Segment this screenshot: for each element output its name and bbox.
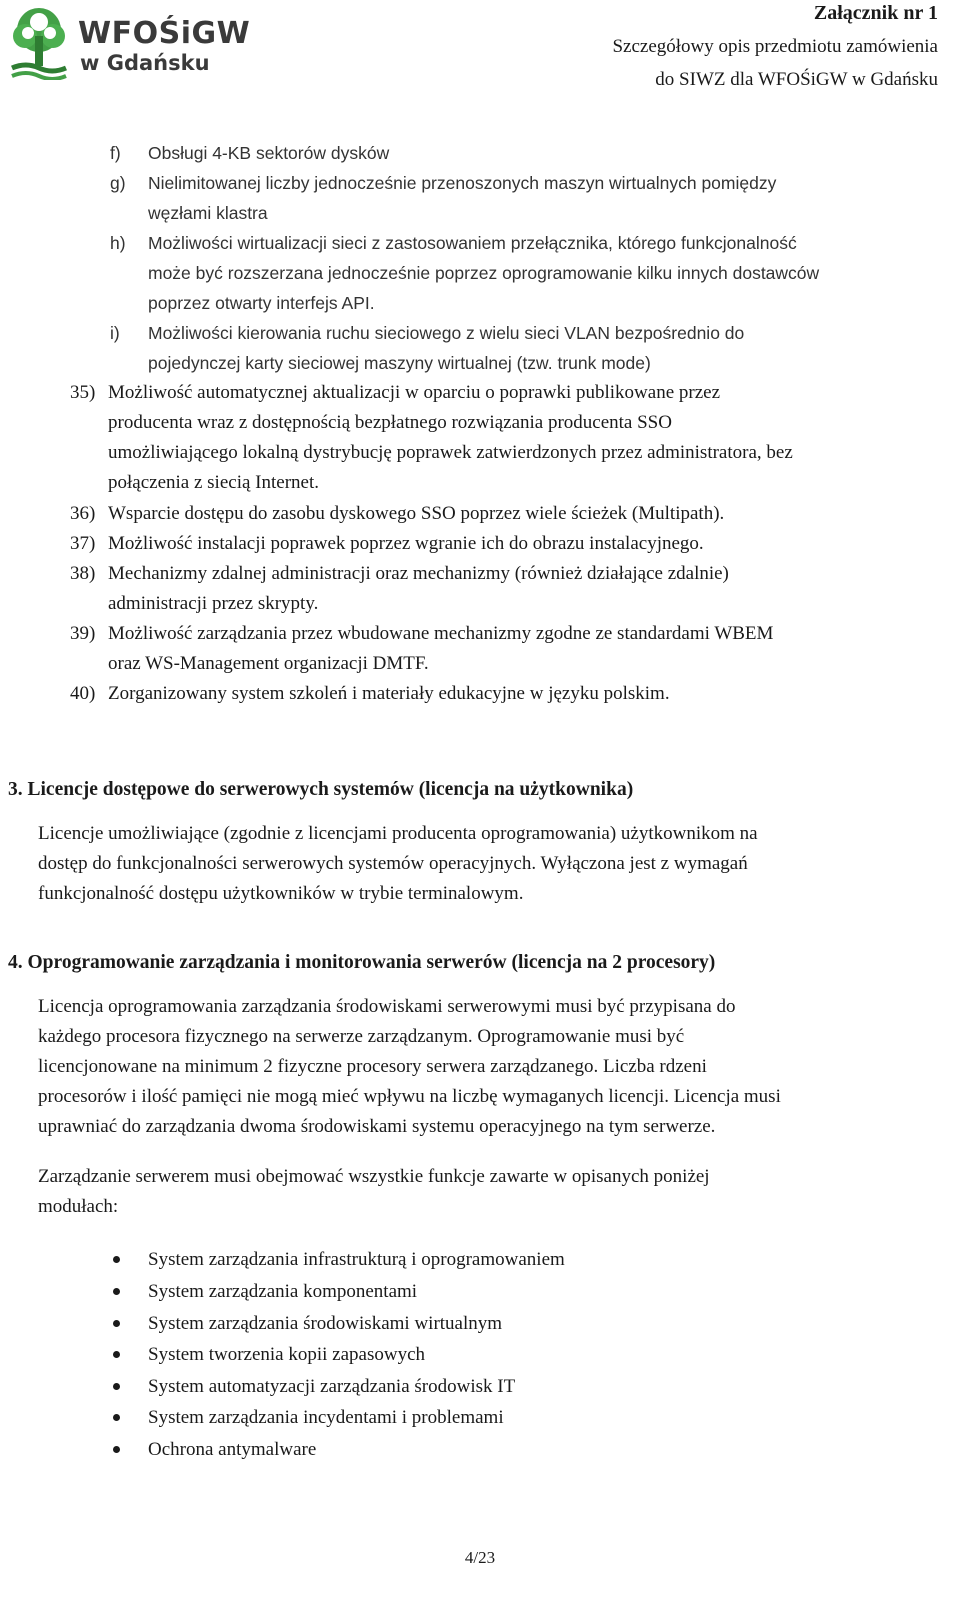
bullet-icon <box>113 1256 120 1263</box>
module-list-item: System zarządzania komponentami <box>148 1281 418 1302</box>
item-text: Możliwość zarządzania przez wbudowane mechanizmy zgodne ze standardami WBEM <box>108 623 774 644</box>
item-text: Nielimitowanej liczby jednocześnie przenoszonych maszyn wirtualnych pomiędzy <box>148 173 777 193</box>
logo-location: w Gdańsku <box>80 51 210 75</box>
item-number: 36) <box>70 503 96 524</box>
item-label: i) <box>110 323 120 343</box>
item-text: Mechanizmy zdalnej administracji oraz mechanizmy (również działające zdalnie) <box>108 563 729 584</box>
module-list-item: System zarządzania środowiskami wirtualnym <box>148 1313 503 1334</box>
bullet-icon <box>113 1414 120 1421</box>
item-label: f) <box>110 143 121 163</box>
bullet-icon <box>113 1446 120 1453</box>
item-text: poprzez otwarty interfejs API. <box>148 293 375 313</box>
item-text: administracji przez skrypty. <box>108 593 319 614</box>
annex-title: Załącznik nr 1 <box>813 2 938 24</box>
section-4-text: każdego procesora fizycznego na serwerze zarządzanym. Oprogramowanie musi być <box>38 1026 685 1047</box>
section-4-text: uprawniać do zarządzania dwoma środowiskami systemu operacyjnego na tym serwerze. <box>38 1116 716 1137</box>
annex-subtitle-2: do SIWZ dla WFOŚiGW w Gdańsku <box>655 69 938 90</box>
bullet-icon <box>113 1351 120 1358</box>
item-text: Możliwość instalacji poprawek poprzez wgranie ich do obrazu instalacyjnego. <box>108 533 704 554</box>
item-number: 37) <box>70 533 96 554</box>
section-3-heading: 3. Licencje dostępowe do serwerowych systemów (licencja na użytkownika) <box>8 779 634 800</box>
module-list-item: System zarządzania infrastrukturą i oprogramowaniem <box>148 1249 565 1270</box>
bullet-icon <box>113 1320 120 1327</box>
bullet-icon <box>113 1383 120 1390</box>
module-list-item: System zarządzania incydentami i problemami <box>148 1407 504 1428</box>
item-text: połączenia z siecią Internet. <box>108 472 319 493</box>
item-number: 39) <box>70 623 96 644</box>
item-text: producenta wraz z dostępnością bezpłatnego rozwiązania producenta SSO <box>108 412 672 433</box>
item-text: węzłami klastra <box>148 203 268 223</box>
item-text: Obsługi 4-KB sektorów dysków <box>148 143 390 163</box>
item-label: h) <box>110 233 126 253</box>
item-text: pojedynczej karty sieciowej maszyny wirtualnej (tzw. trunk mode) <box>148 353 651 373</box>
section-3-text: Licencje umożliwiające (zgodnie z licencjami producenta oprogramowania) użytkownikom na <box>38 823 758 844</box>
item-text: Wsparcie dostępu do zasobu dyskowego SSO poprzez wiele ścieżek (Multipath). <box>108 503 725 524</box>
module-list-item: System tworzenia kopii zapasowych <box>148 1344 426 1365</box>
section-4-text: Zarządzanie serwerem musi obejmować wszystkie funkcje zawarte w opisanych poniżej <box>38 1166 710 1187</box>
item-text: Zorganizowany system szkoleń i materiały edukacyjne w języku polskim. <box>108 683 670 704</box>
item-text: Możliwości wirtualizacji sieci z zastosowaniem przełącznika, którego funkcjonalność <box>148 233 797 253</box>
section-4-text: Licencja oprogramowania zarządzania środowiskami serwerowymi musi być przypisana do <box>38 996 736 1017</box>
item-text: umożliwiającego lokalną dystrybucję poprawek zatwierdzonych przez administratora, bez <box>108 442 793 463</box>
page-number: 4/23 <box>464 1548 496 1567</box>
module-list-item: System automatyzacji zarządzania środowisk IT <box>148 1376 516 1397</box>
item-number: 35) <box>70 382 96 403</box>
section-4-heading: 4. Oprogramowanie zarządzania i monitorowania serwerów (licencja na 2 procesory) <box>8 952 716 973</box>
item-text: może być rozszerzana jednocześnie poprzez oprogramowanie kilku innych dostawców <box>148 263 820 283</box>
item-number: 38) <box>70 563 96 584</box>
tree-logo-icon <box>8 6 70 80</box>
section-3-text: funkcjonalność dostępu użytkowników w trybie terminalowym. <box>38 883 524 904</box>
item-text: Możliwości kierowania ruchu sieciowego z wielu sieci VLAN bezpośrednio do <box>148 323 745 343</box>
item-number: 40) <box>70 683 96 704</box>
wfosigw-logo <box>8 6 251 82</box>
item-label: g) <box>110 173 126 193</box>
annex-subtitle-1: Szczegółowy opis przedmiotu zamówienia <box>612 36 938 57</box>
section-3-text: dostęp do funkcjonalności serwerowych systemów operacyjnych. Wyłączona jest z wymagań <box>38 853 748 874</box>
item-text: Możliwość automatycznej aktualizacji w oparciu o poprawki publikowane przez <box>108 382 720 403</box>
section-4-text: modułach: <box>38 1196 119 1217</box>
logo-wordmark: WFOŚiGW <box>78 16 251 51</box>
bullet-icon <box>113 1288 120 1295</box>
section-4-text: licencjonowane na minimum 2 fizyczne procesory serwera zarządzanego. Liczba rdzeni <box>38 1056 707 1077</box>
item-text: oraz WS-Management organizacji DMTF. <box>108 653 429 674</box>
module-list-item: Ochrona antymalware <box>148 1439 317 1460</box>
section-4-text: procesorów i ilość pamięci nie mogą mieć wpływu na liczbę wymaganych licencji. Licencja musi <box>38 1086 781 1107</box>
